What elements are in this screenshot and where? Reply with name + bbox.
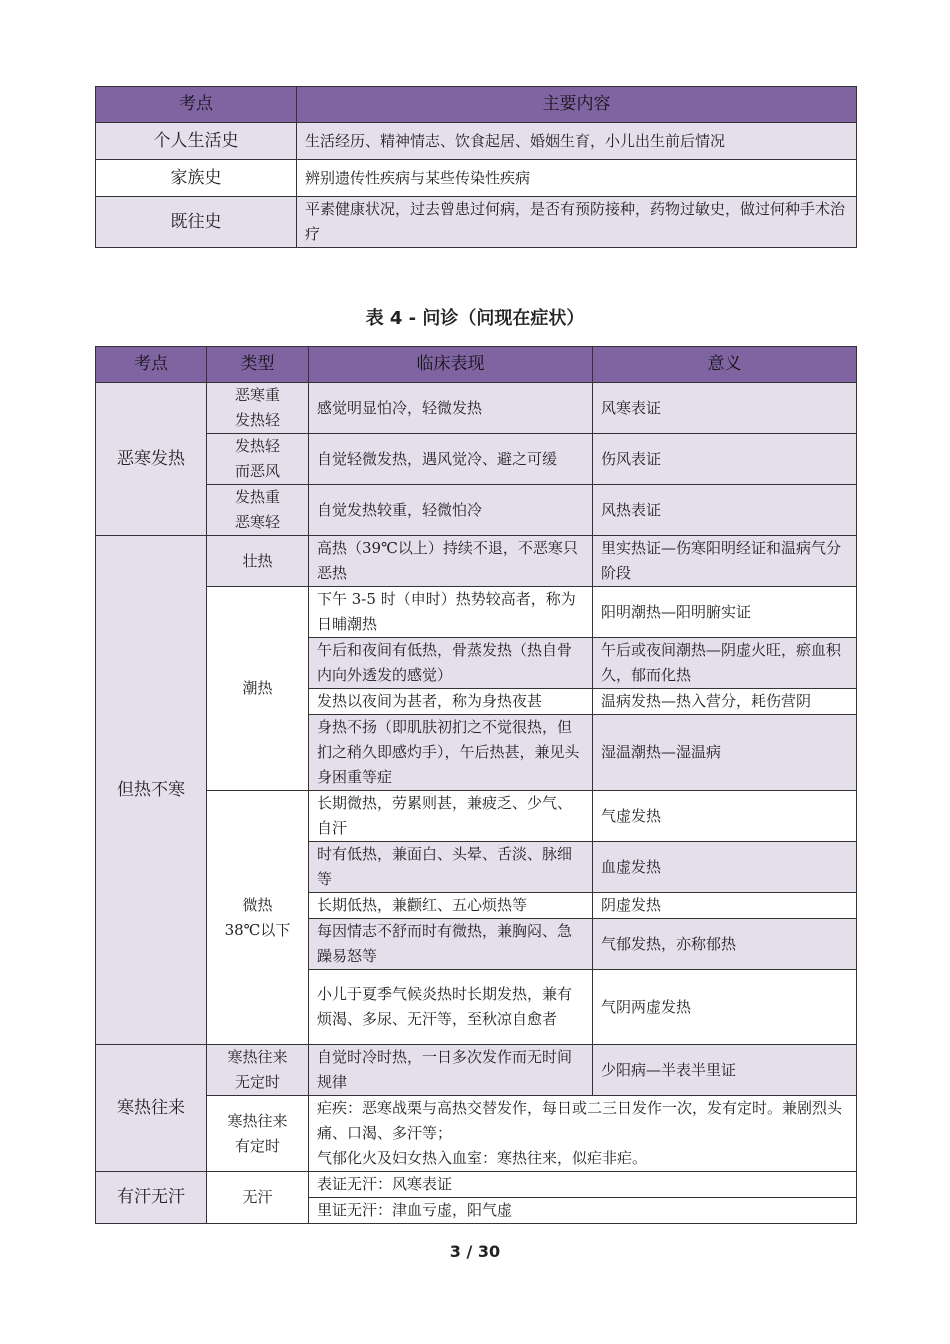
type-label: 发热重 恶寒轻	[207, 485, 309, 536]
group-label: 寒热往来	[96, 1045, 207, 1172]
meaning-cell: 阴虚发热	[593, 893, 857, 919]
type-label: 寒热往来 有定时	[207, 1096, 309, 1172]
table-row	[96, 197, 857, 248]
symptom-cell: 里证无汗：津血亏虚，阳气虚	[309, 1198, 857, 1224]
table-row	[96, 485, 857, 536]
meaning-cell: 少阳病—半表半里证	[593, 1045, 857, 1096]
meaning-cell: 伤风表证	[593, 434, 857, 485]
meaning-cell: 温病发热—热入营分，耗伤营阴	[593, 689, 857, 715]
symptom-cell: 午后和夜间有低热，骨蒸发热（热自骨内向外透发的感觉）	[309, 638, 593, 689]
table-row	[96, 587, 857, 638]
meaning-cell: 风寒表证	[593, 383, 857, 434]
type-label: 恶寒重 发热轻	[207, 383, 309, 434]
symptom-cell: 发热以夜间为甚者，称为身热夜甚	[309, 689, 593, 715]
table-row	[96, 536, 857, 587]
group-label: 有汗无汗	[96, 1172, 207, 1224]
symptom-cell: 表证无汗：风寒表证	[309, 1172, 857, 1198]
meaning-cell: 阳明潮热—阳明腑实证	[593, 587, 857, 638]
symptom-cell: 小儿于夏季气候炎热时长期发热，兼有烦渴、多尿、无汗等，至秋凉自愈者	[309, 970, 593, 1045]
header-key: 考点	[96, 87, 297, 123]
table-row	[96, 1045, 857, 1096]
header-content: 主要内容	[297, 87, 857, 123]
symptom-cell: 下午 3-5 时（申时）热势较高者，称为日晡潮热	[309, 587, 593, 638]
symptom-cell: 身热不扬（即肌肤初扪之不觉很热，但扪之稍久即感灼手），午后热甚，兼见头身困重等症	[309, 715, 593, 791]
type-label: 潮热	[207, 587, 309, 791]
table-row	[96, 434, 857, 485]
row-key: 既往史	[96, 197, 297, 248]
row-content: 生活经历、精神情志、饮食起居、婚姻生育，小儿出生前后情况	[297, 123, 857, 160]
history-table	[95, 86, 857, 248]
group-label: 恶寒发热	[96, 383, 207, 536]
type-label: 发热轻 而恶风	[207, 434, 309, 485]
header-meaning: 意义	[593, 347, 857, 383]
header-key: 考点	[96, 347, 207, 383]
header-symptom: 临床表现	[309, 347, 593, 383]
row-key: 家族史	[96, 160, 297, 197]
type-label: 壮热	[207, 536, 309, 587]
row-key: 个人生活史	[96, 123, 297, 160]
table-row	[96, 383, 857, 434]
symptom-cell: 自觉时冷时热，一日多次发作而无时间规律	[309, 1045, 593, 1096]
symptom-cell: 自觉轻微发热，遇风觉冷、避之可缓	[309, 434, 593, 485]
meaning-cell: 气郁发热，亦称郁热	[593, 919, 857, 970]
row-content: 平素健康状况，过去曾患过何病，是否有预防接种，药物过敏史，做过何种手术治疗	[297, 197, 857, 248]
symptom-table	[95, 346, 857, 1224]
symptom-cell: 长期低热，兼颧红、五心烦热等	[309, 893, 593, 919]
header-type: 类型	[207, 347, 309, 383]
table-row	[96, 1096, 857, 1172]
symptom-cell: 自觉发热较重，轻微怕冷	[309, 485, 593, 536]
table-row	[96, 1172, 857, 1198]
meaning-cell: 风热表证	[593, 485, 857, 536]
meaning-cell: 午后或夜间潮热—阴虚火旺，瘀血积久，郁而化热	[593, 638, 857, 689]
symptom-cell: 高热（39℃以上）持续不退，不恶寒只恶热	[309, 536, 593, 587]
row-content: 辨别遗传性疾病与某些传染性疾病	[297, 160, 857, 197]
table-row	[96, 123, 857, 160]
symptom-cell: 感觉明显怕冷，轻微发热	[309, 383, 593, 434]
meaning-cell: 湿温潮热—湿温病	[593, 715, 857, 791]
symptom-cell: 时有低热，兼面白、头晕、舌淡、脉细等	[309, 842, 593, 893]
symptom-cell: 疟疾：恶寒战栗与高热交替发作，每日或二三日发作一次，发有定时。兼剧烈头痛、口渴、多汗等； 气郁化火及妇女热入血室：寒热往来，似疟非疟。	[309, 1096, 857, 1172]
group-label: 但热不寒	[96, 536, 207, 1045]
meaning-cell: 血虚发热	[593, 842, 857, 893]
type-label: 无汗	[207, 1172, 309, 1224]
type-label: 微热 38℃以下	[207, 791, 309, 1045]
table-title: 表 4 - 问诊（问现在症状）	[365, 308, 585, 329]
meaning-cell: 气虚发热	[593, 791, 857, 842]
table-row	[96, 791, 857, 842]
symptom-cell: 长期微热，劳累则甚，兼疲乏、少气、自汗	[309, 791, 593, 842]
page-number: 3 / 30	[449, 1242, 501, 1261]
meaning-cell: 里实热证—伤寒阳明经证和温病气分阶段	[593, 536, 857, 587]
meaning-cell: 气阴两虚发热	[593, 970, 857, 1045]
symptom-cell: 每因情志不舒而时有微热，兼胸闷、急躁易怒等	[309, 919, 593, 970]
table-row	[96, 160, 857, 197]
type-label: 寒热往来 无定时	[207, 1045, 309, 1096]
